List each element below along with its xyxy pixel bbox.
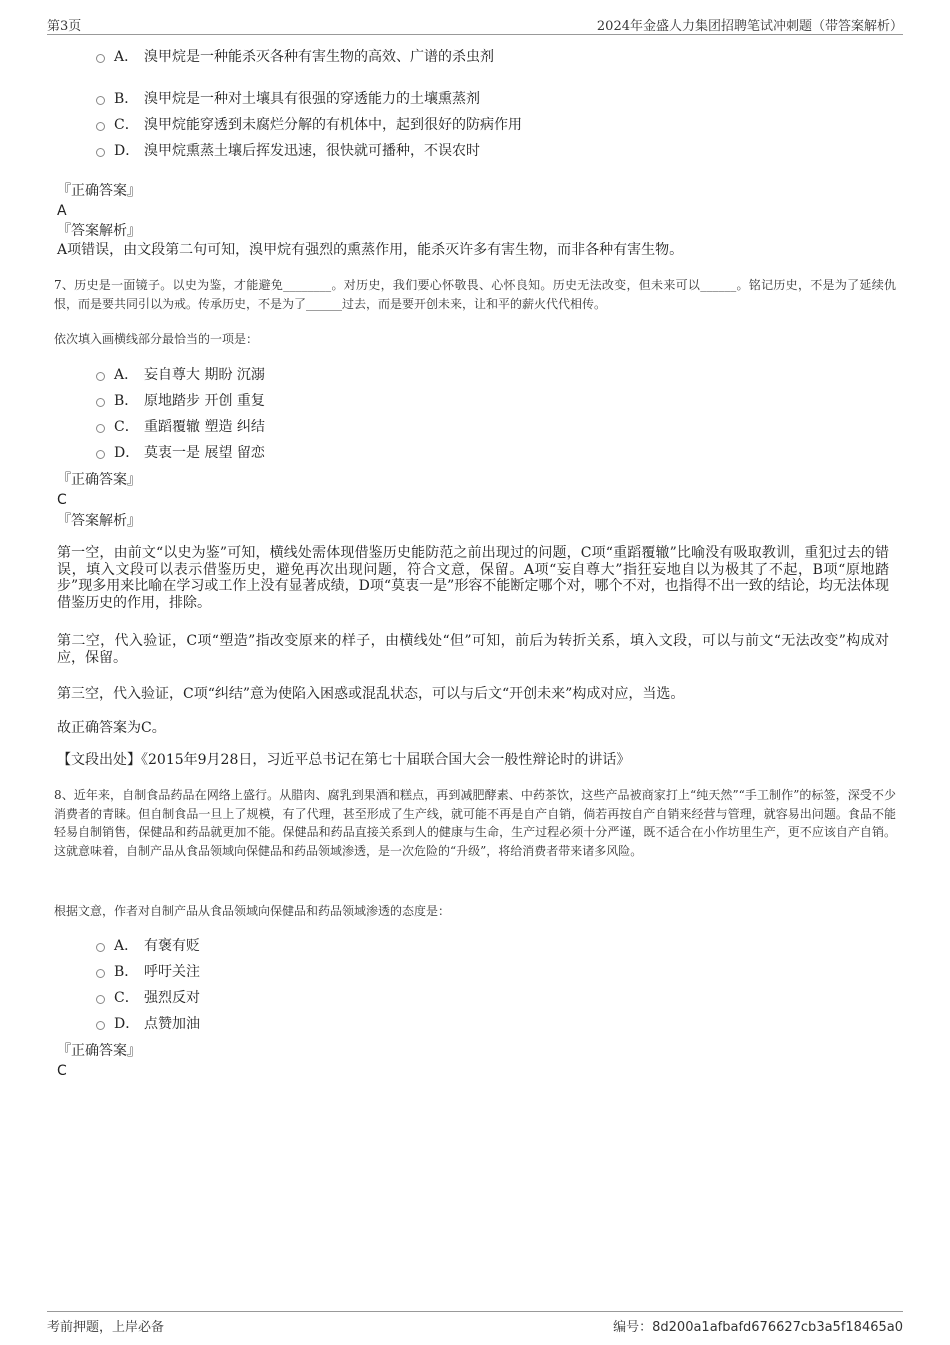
q8-question: 根据文意，作者对自制产品从食品领域向保健品和药品领域渗透的态度是： [54, 904, 451, 918]
q6-analysis-label: 『答案解析』 [57, 223, 141, 239]
page-number: 第3页 [47, 19, 82, 34]
option-text: 溴甲烷熏蒸土壤后挥发迅速，很快就可播种，不误农时 [144, 143, 480, 159]
radio-icon[interactable] [96, 1021, 105, 1030]
radio-icon[interactable] [96, 450, 105, 459]
option-text: 溴甲烷是一种对土壤具有很强的穿透能力的土壤熏蒸剂 [144, 91, 480, 107]
q6-answer-label: 『正确答案』 [57, 183, 141, 199]
q8-answer: C [57, 1063, 67, 1079]
option-text: 原地踏步 开创 重复 [144, 393, 265, 409]
code-label: 编号： [613, 1320, 653, 1335]
radio-icon[interactable] [96, 96, 105, 105]
q7-option-b[interactable]: B． 原地踏步 开创 重复 [96, 392, 265, 410]
page-header [47, 14, 903, 35]
radio-icon[interactable] [96, 995, 105, 1004]
q7-analysis-paragraph: 第三空，代入验证，C项“纠结”意为使陷入困惑或混乱状态，可以与后文“开创未来”构成对应，当选。 [57, 686, 685, 702]
radio-icon[interactable] [96, 148, 105, 157]
document-title: 2024年金盛人力集团招聘笔试冲刺题（带答案解析） [596, 19, 903, 34]
radio-icon[interactable] [96, 398, 105, 407]
q7-analysis-paragraph: 故正确答案为C。 [57, 720, 166, 736]
footer-slogan: 考前押题，上岸必备 [47, 1320, 165, 1335]
code-value: 8d200a1afbafd676627cb3a5f18465a0 [652, 1320, 903, 1335]
q7-question: 依次填入画横线部分最恰当的一项是： [54, 332, 259, 346]
q8-stem: 8、近年来，自制食品药品在网络上盛行。从腊肉、腐乳到果酒和糕点，再到减肥酵素、中药茶饮，这些产品被商家打上“纯天然”“手工制作”的标签，深受不少消费者的青睐。但自制食品一旦上了规模，有了代理，甚至形成了生产线，就可能不再是自产自销，倘若再按自产自销来经营与管理，就容易出问题。食品不能轻易自制销售，保健品和药品就更加不能。保健品和药品直接关系到人的健康与生命，生产过程必须十分严谨，既不适合在小作坊里生产，更不应该自产自销。这就意味着，自制产品从食品领域向保健品和药品领域渗透，是一次危险的“升级”，将给消费者带来诸多风险。 [54, 788, 896, 858]
option-text: 点赞加油 [144, 1016, 200, 1032]
radio-icon[interactable] [96, 943, 105, 952]
option-text: 溴甲烷能穿透到未腐烂分解的有机体中，起到很好的防病作用 [144, 117, 522, 133]
q8-option-d[interactable]: D． 点赞加油 [96, 1015, 200, 1033]
q7-option-a[interactable]: A． 妄自尊大 期盼 沉溺 [96, 366, 265, 384]
option-text: 溴甲烷是一种能杀灭各种有害生物的高效、广谱的杀虫剂 [144, 49, 494, 65]
q8-option-a[interactable]: A． 有褒有贬 [96, 937, 200, 955]
q6-option-c[interactable]: C． 溴甲烷能穿透到未腐烂分解的有机体中，起到很好的防病作用 [96, 116, 522, 134]
q6-analysis: A项错误，由文段第二句可知，溴甲烷有强烈的熏蒸作用，能杀灭许多有害生物，而非各种有害生物。 [57, 242, 684, 258]
q6-option-a[interactable]: A． 溴甲烷是一种能杀灭各种有害生物的高效、广谱的杀虫剂 [96, 48, 494, 66]
q7-answer: C [57, 492, 67, 508]
option-text: 莫衷一是 展望 留恋 [144, 445, 265, 461]
q6-answer: A [57, 203, 67, 219]
document-code [613, 1316, 903, 1335]
q7-stem: 7、历史是一面镜子。以史为鉴，才能避免________。对历史，我们要心怀敬畏、心怀良知。历史无法改变，但未来可以______。铭记历史，不是为了延续仇恨，而是要共同引以为戒。传承历史，不是为了______过去，而是要开创未来，让和平的薪火代代相传。 [54, 278, 896, 311]
option-text: 强烈反对 [144, 990, 200, 1006]
q8-option-b[interactable]: B． 呼吁关注 [96, 963, 200, 981]
radio-icon[interactable] [96, 372, 105, 381]
q7-analysis-paragraph: 第二空，代入验证，C项“塑造”指改变原来的样子，由横线处“但”可知，前后为转折关系，填入文段，可以与前文“无法改变”构成对应，保留。 [57, 633, 889, 666]
q7-answer-label: 『正确答案』 [57, 472, 141, 488]
radio-icon[interactable] [96, 969, 105, 978]
radio-icon[interactable] [96, 122, 105, 131]
q7-analysis-label: 『答案解析』 [57, 513, 141, 529]
radio-icon[interactable] [96, 424, 105, 433]
option-text: 重蹈覆辙 塑造 纠结 [144, 419, 265, 435]
q6-option-b[interactable]: B． 溴甲烷是一种对土壤具有很强的穿透能力的土壤熏蒸剂 [96, 90, 480, 108]
q8-answer-label: 『正确答案』 [57, 1043, 141, 1059]
page-footer [47, 1311, 903, 1336]
option-text: 妄自尊大 期盼 沉溺 [144, 367, 265, 383]
q7-source: 【文段出处】《2015年9月28日，习近平总书记在第七十届联合国大会一般性辩论时的讲话》 [57, 752, 631, 768]
q7-option-c[interactable]: C． 重蹈覆辙 塑造 纠结 [96, 418, 265, 436]
q6-option-d[interactable]: D． 溴甲烷熏蒸土壤后挥发迅速，很快就可播种，不误农时 [96, 142, 480, 160]
q8-option-c[interactable]: C． 强烈反对 [96, 989, 200, 1007]
q7-analysis-paragraph: 第一空，由前文“以史为鉴”可知，横线处需体现借鉴历史能防范之前出现过的问题，C项“重蹈覆辙”比喻没有吸取教训，重犯过去的错误，填入文段可以表示借鉴历史，避免再次出现问题，符合文意，保留。A项“妄自尊大”指狂妄地自以为极其了不起，B项“原地踏步”现多用来比喻在学习或工作上没有显著成绩，D项“莫衷一是”形容不能断定哪个对，哪个不对，也指得不出一致的结论，均无法体现借鉴历史的作用，排除。 [57, 545, 889, 611]
option-text: 呼吁关注 [144, 964, 200, 980]
q7-option-d[interactable]: D． 莫衷一是 展望 留恋 [96, 444, 265, 462]
option-text: 有褒有贬 [144, 938, 200, 954]
radio-icon[interactable] [96, 54, 105, 63]
